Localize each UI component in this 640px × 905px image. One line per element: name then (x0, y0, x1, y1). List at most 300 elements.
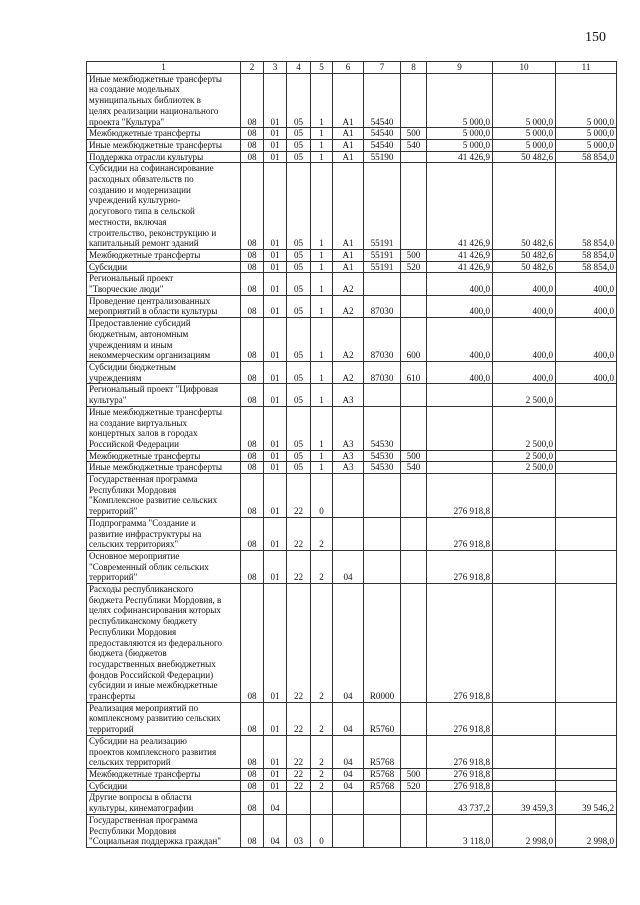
amount-year-3 (556, 517, 617, 550)
amount-year-3: 2 998,0 (556, 814, 617, 847)
amount-year-3 (556, 735, 617, 768)
type-code: 520 (401, 780, 427, 792)
subprogram-code: 1 (311, 462, 333, 474)
program-code (287, 792, 311, 814)
type-code (401, 584, 427, 703)
program-code: 05 (287, 249, 311, 261)
subsection-code: 01 (264, 735, 287, 768)
type-code (401, 295, 427, 317)
type-code: 610 (401, 361, 427, 383)
amount-year-1: 400,0 (427, 318, 493, 362)
subsection-code: 01 (264, 295, 287, 317)
amount-year-1: 276 918,8 (427, 517, 493, 550)
table-row (87, 462, 617, 474)
subprogram-code: 1 (311, 73, 333, 128)
subprogram-code: 2 (311, 584, 333, 703)
row-name: Субсидии (87, 261, 241, 273)
type-code (401, 384, 427, 406)
subprogram-code: 2 (311, 702, 333, 735)
amount-year-2 (493, 769, 556, 781)
amount-year-3: 58 854,0 (556, 261, 617, 273)
event-code: 04 (333, 550, 364, 583)
event-code (333, 474, 364, 518)
expense-code (364, 517, 401, 550)
section-code: 08 (241, 295, 264, 317)
program-code: 05 (287, 406, 311, 450)
section-code: 08 (241, 384, 264, 406)
program-code: 22 (287, 769, 311, 781)
type-code: 600 (401, 318, 427, 362)
amount-year-2 (493, 780, 556, 792)
event-code: 04 (333, 769, 364, 781)
table-row (87, 151, 617, 163)
page-number: 150 (585, 30, 606, 45)
subsection-code: 01 (264, 584, 287, 703)
subsection-code: 01 (264, 128, 287, 140)
amount-year-1: 41 426,9 (427, 249, 493, 261)
row-name: Региональный проект "Цифровая культура" (87, 384, 241, 406)
program-code: 05 (287, 151, 311, 163)
header-cell: 11 (556, 62, 617, 74)
table-row (87, 406, 617, 450)
type-code (401, 735, 427, 768)
row-name: Субсидии на реализацию проектов комплексного развития сельских территорий (87, 735, 241, 768)
row-name: Расходы республиканского бюджета Республики Мордовия, в целях софинансирования которых республиканскому бюджету Республики Мордовия предоставляются из федерального бюджета (бюджетов государственных внебюджетных фондов Российской Федерации) субсидии и иные межбюджетные трансферты (87, 584, 241, 703)
subprogram-code: 2 (311, 769, 333, 781)
amount-year-3 (556, 406, 617, 450)
program-code: 22 (287, 735, 311, 768)
amount-year-1: 400,0 (427, 361, 493, 383)
program-code: 05 (287, 318, 311, 362)
amount-year-2 (493, 550, 556, 583)
expense-code (364, 384, 401, 406)
subprogram-code: 2 (311, 550, 333, 583)
row-name: Межбюджетные трансферты (87, 769, 241, 781)
expense-code: R5768 (364, 735, 401, 768)
section-code: 08 (241, 792, 264, 814)
section-code: 08 (241, 780, 264, 792)
section-code: 08 (241, 361, 264, 383)
row-name: Поддержка отрасли культуры (87, 151, 241, 163)
header-cell: 7 (364, 62, 401, 74)
type-code (401, 163, 427, 250)
header-cell: 3 (264, 62, 287, 74)
amount-year-3: 400,0 (556, 318, 617, 362)
event-code: 04 (333, 735, 364, 768)
amount-year-1: 276 918,8 (427, 702, 493, 735)
row-name: Иные межбюджетные трансферты (87, 139, 241, 151)
program-code: 22 (287, 584, 311, 703)
amount-year-2: 2 500,0 (493, 384, 556, 406)
amount-year-3: 400,0 (556, 295, 617, 317)
amount-year-1: 43 737,2 (427, 792, 493, 814)
amount-year-1: 5 000,0 (427, 73, 493, 128)
amount-year-2: 2 500,0 (493, 462, 556, 474)
expense-code (364, 550, 401, 583)
section-code: 08 (241, 73, 264, 128)
program-code: 22 (287, 550, 311, 583)
amount-year-1: 5 000,0 (427, 139, 493, 151)
subprogram-code: 1 (311, 151, 333, 163)
amount-year-2: 5 000,0 (493, 128, 556, 140)
event-code: А2 (333, 295, 364, 317)
expense-code: 87030 (364, 318, 401, 362)
amount-year-3: 5 000,0 (556, 128, 617, 140)
subsection-code: 01 (264, 384, 287, 406)
amount-year-3: 39 546,2 (556, 792, 617, 814)
program-code: 05 (287, 462, 311, 474)
amount-year-3: 5 000,0 (556, 73, 617, 128)
program-code: 05 (287, 128, 311, 140)
event-code: А1 (333, 261, 364, 273)
expense-code: 55190 (364, 151, 401, 163)
expense-code: 55191 (364, 261, 401, 273)
section-code: 08 (241, 550, 264, 583)
event-code: 04 (333, 780, 364, 792)
subsection-code: 01 (264, 769, 287, 781)
subprogram-code: 1 (311, 361, 333, 383)
amount-year-1: 276 918,8 (427, 780, 493, 792)
expense-code: 54540 (364, 139, 401, 151)
program-code: 22 (287, 702, 311, 735)
amount-year-1: 276 918,8 (427, 735, 493, 768)
amount-year-3 (556, 384, 617, 406)
section-code: 08 (241, 702, 264, 735)
section-code: 08 (241, 151, 264, 163)
amount-year-3 (556, 702, 617, 735)
expense-code: R0000 (364, 584, 401, 703)
expense-code: 55191 (364, 163, 401, 250)
subprogram-code (311, 792, 333, 814)
header-cell: 4 (287, 62, 311, 74)
section-code: 08 (241, 474, 264, 518)
amount-year-2: 400,0 (493, 295, 556, 317)
section-code: 08 (241, 450, 264, 462)
amount-year-1: 41 426,9 (427, 151, 493, 163)
event-code: А3 (333, 406, 364, 450)
amount-year-3 (556, 780, 617, 792)
table-row (87, 517, 617, 550)
amount-year-2: 400,0 (493, 273, 556, 295)
type-code (401, 406, 427, 450)
event-code: А3 (333, 450, 364, 462)
expense-code: 87030 (364, 361, 401, 383)
amount-year-1 (427, 384, 493, 406)
table-row (87, 295, 617, 317)
subprogram-code: 2 (311, 780, 333, 792)
program-code: 05 (287, 163, 311, 250)
amount-year-1: 400,0 (427, 295, 493, 317)
amount-year-3 (556, 474, 617, 518)
subprogram-code: 1 (311, 139, 333, 151)
amount-year-2 (493, 702, 556, 735)
header-cell: 9 (427, 62, 493, 74)
row-name: Основное мероприятие "Современный облик сельских территорий" (87, 550, 241, 583)
subprogram-code: 0 (311, 814, 333, 847)
type-code: 520 (401, 261, 427, 273)
amount-year-2: 50 482,6 (493, 249, 556, 261)
expense-code: 87030 (364, 295, 401, 317)
program-code: 05 (287, 273, 311, 295)
row-name: Предоставление субсидий бюджетным, автономным учреждениям и иным некоммерческим организациям (87, 318, 241, 362)
subprogram-code: 1 (311, 318, 333, 362)
table-row (87, 450, 617, 462)
row-name: Субсидии (87, 780, 241, 792)
subsection-code: 01 (264, 73, 287, 128)
type-code (401, 550, 427, 583)
subsection-code: 01 (264, 163, 287, 250)
event-code (333, 517, 364, 550)
type-code (401, 702, 427, 735)
amount-year-3: 58 854,0 (556, 151, 617, 163)
subprogram-code: 2 (311, 517, 333, 550)
table-body (87, 73, 617, 847)
row-name: Подпрограмма "Создание и развитие инфраструктуры на сельских территориях" (87, 517, 241, 550)
amount-year-2: 2 500,0 (493, 450, 556, 462)
section-code: 08 (241, 318, 264, 362)
subprogram-code: 1 (311, 406, 333, 450)
amount-year-2: 5 000,0 (493, 73, 556, 128)
table-row (87, 769, 617, 781)
row-name: Государственная программа Республики Мордовия "Социальная поддержка граждан" (87, 814, 241, 847)
event-code: А1 (333, 128, 364, 140)
subsection-code: 01 (264, 151, 287, 163)
subprogram-code: 0 (311, 474, 333, 518)
table-row (87, 550, 617, 583)
amount-year-3: 400,0 (556, 273, 617, 295)
subsection-code: 01 (264, 462, 287, 474)
event-code: А1 (333, 249, 364, 261)
amount-year-1: 3 118,0 (427, 814, 493, 847)
table-row (87, 163, 617, 250)
header-cell: 5 (311, 62, 333, 74)
table-row (87, 384, 617, 406)
section-code: 08 (241, 163, 264, 250)
amount-year-3 (556, 462, 617, 474)
program-code: 22 (287, 474, 311, 518)
subsection-code: 01 (264, 517, 287, 550)
section-code: 08 (241, 128, 264, 140)
subsection-code: 01 (264, 780, 287, 792)
subsection-code: 01 (264, 139, 287, 151)
type-code: 540 (401, 462, 427, 474)
amount-year-1: 276 918,8 (427, 769, 493, 781)
event-code: А3 (333, 462, 364, 474)
type-code (401, 474, 427, 518)
type-code (401, 73, 427, 128)
section-code: 08 (241, 273, 264, 295)
expense-code: R5760 (364, 702, 401, 735)
table-row (87, 128, 617, 140)
program-code: 05 (287, 361, 311, 383)
event-code: А2 (333, 361, 364, 383)
event-code (333, 792, 364, 814)
section-code: 08 (241, 769, 264, 781)
amount-year-2 (493, 584, 556, 703)
subsection-code: 01 (264, 474, 287, 518)
subprogram-code: 1 (311, 261, 333, 273)
subsection-code: 01 (264, 406, 287, 450)
table-row (87, 261, 617, 273)
amount-year-1: 276 918,8 (427, 584, 493, 703)
event-code: 04 (333, 584, 364, 703)
event-code: А2 (333, 273, 364, 295)
subprogram-code: 1 (311, 249, 333, 261)
section-code: 08 (241, 814, 264, 847)
program-code: 03 (287, 814, 311, 847)
event-code: А2 (333, 318, 364, 362)
header-cell: 2 (241, 62, 264, 74)
subprogram-code: 1 (311, 450, 333, 462)
expense-code: 54530 (364, 450, 401, 462)
expense-code (364, 814, 401, 847)
row-name: Проведение централизованных мероприятий в области культуры (87, 295, 241, 317)
header-cell: 8 (401, 62, 427, 74)
table-row (87, 780, 617, 792)
expense-code (364, 273, 401, 295)
amount-year-3 (556, 584, 617, 703)
row-name: Реализация мероприятий по комплексному развитию сельских территорий (87, 702, 241, 735)
amount-year-3 (556, 450, 617, 462)
table-row (87, 702, 617, 735)
row-name: Субсидии на софинансирование расходных обязательств по созданию и модернизации учреждений культурно- досугового типа в сельской местности, включая строительство, реконструкцию и капитальный ремонт зданий (87, 163, 241, 250)
expense-code: R5768 (364, 769, 401, 781)
amount-year-2 (493, 517, 556, 550)
event-code: 04 (333, 702, 364, 735)
table-row (87, 792, 617, 814)
type-code (401, 792, 427, 814)
row-name: Иные межбюджетные трансферты (87, 462, 241, 474)
expense-code (364, 792, 401, 814)
section-code: 08 (241, 139, 264, 151)
row-name: Субсидии бюджетным учреждениям (87, 361, 241, 383)
type-code: 540 (401, 139, 427, 151)
section-code: 08 (241, 735, 264, 768)
amount-year-2: 5 000,0 (493, 139, 556, 151)
subsection-code: 01 (264, 261, 287, 273)
expense-code (364, 474, 401, 518)
amount-year-2: 400,0 (493, 361, 556, 383)
type-code: 500 (401, 128, 427, 140)
expense-code: 55191 (364, 249, 401, 261)
program-code: 05 (287, 295, 311, 317)
amount-year-3: 5 000,0 (556, 139, 617, 151)
amount-year-2: 2 998,0 (493, 814, 556, 847)
table-row (87, 139, 617, 151)
amount-year-3: 58 854,0 (556, 249, 617, 261)
type-code: 500 (401, 450, 427, 462)
event-code: А1 (333, 139, 364, 151)
row-name: Иные межбюджетные трансферты на создание модельных муниципальных библиотек в целях реализации национального проекта "Культура" (87, 73, 241, 128)
table-row (87, 814, 617, 847)
subsection-code: 01 (264, 361, 287, 383)
subsection-code: 01 (264, 550, 287, 583)
amount-year-1 (427, 450, 493, 462)
subsection-code: 04 (264, 792, 287, 814)
table-row (87, 584, 617, 703)
budget-table (86, 61, 617, 848)
type-code (401, 273, 427, 295)
amount-year-3 (556, 769, 617, 781)
subprogram-code: 1 (311, 273, 333, 295)
program-code: 05 (287, 73, 311, 128)
event-code: А3 (333, 384, 364, 406)
amount-year-2: 400,0 (493, 318, 556, 362)
table-row (87, 318, 617, 362)
row-name: Межбюджетные трансферты (87, 249, 241, 261)
row-name: Иные межбюджетные трансферты на создание виртуальных концертных залов в городах Российской Федерации (87, 406, 241, 450)
type-code (401, 814, 427, 847)
subprogram-code: 1 (311, 295, 333, 317)
expense-code: 54530 (364, 406, 401, 450)
subprogram-code: 2 (311, 735, 333, 768)
row-name: Другие вопросы в области культуры, кинематографии (87, 792, 241, 814)
table-row (87, 361, 617, 383)
section-code: 08 (241, 517, 264, 550)
amount-year-2: 50 482,6 (493, 261, 556, 273)
amount-year-2 (493, 735, 556, 768)
amount-year-1 (427, 462, 493, 474)
program-code: 05 (287, 450, 311, 462)
row-name: Межбюджетные трансферты (87, 450, 241, 462)
amount-year-2: 50 482,6 (493, 151, 556, 163)
subsection-code: 04 (264, 814, 287, 847)
amount-year-1: 5 000,0 (427, 128, 493, 140)
section-code: 08 (241, 406, 264, 450)
table-row (87, 474, 617, 518)
event-code: А1 (333, 73, 364, 128)
row-name: Региональный проект "Творческие люди" (87, 273, 241, 295)
header-cell: 1 (87, 62, 241, 74)
header-cell: 6 (333, 62, 364, 74)
row-name: Государственная программа Республики Мордовия "Комплексное развитие сельских территорий" (87, 474, 241, 518)
subsection-code: 01 (264, 318, 287, 362)
table-row (87, 73, 617, 128)
expense-code: 54540 (364, 128, 401, 140)
amount-year-1: 41 426,9 (427, 261, 493, 273)
section-code: 08 (241, 462, 264, 474)
header-row (87, 62, 617, 74)
amount-year-1: 276 918,8 (427, 474, 493, 518)
table-row (87, 249, 617, 261)
amount-year-2: 39 459,3 (493, 792, 556, 814)
expense-code: 54540 (364, 73, 401, 128)
amount-year-2: 2 500,0 (493, 406, 556, 450)
amount-year-1: 276 918,8 (427, 550, 493, 583)
amount-year-3 (556, 550, 617, 583)
row-name: Межбюджетные трансферты (87, 128, 241, 140)
program-code: 22 (287, 780, 311, 792)
amount-year-1: 400,0 (427, 273, 493, 295)
subsection-code: 01 (264, 273, 287, 295)
type-code (401, 151, 427, 163)
header-cell: 10 (493, 62, 556, 74)
amount-year-3: 400,0 (556, 361, 617, 383)
event-code: А1 (333, 151, 364, 163)
subsection-code: 01 (264, 249, 287, 261)
type-code (401, 517, 427, 550)
expense-code: 54530 (364, 462, 401, 474)
event-code (333, 814, 364, 847)
program-code: 05 (287, 384, 311, 406)
amount-year-3: 58 854,0 (556, 163, 617, 250)
program-code: 22 (287, 517, 311, 550)
program-code: 05 (287, 261, 311, 273)
table-row (87, 273, 617, 295)
subprogram-code: 1 (311, 128, 333, 140)
event-code: А1 (333, 163, 364, 250)
type-code: 500 (401, 249, 427, 261)
